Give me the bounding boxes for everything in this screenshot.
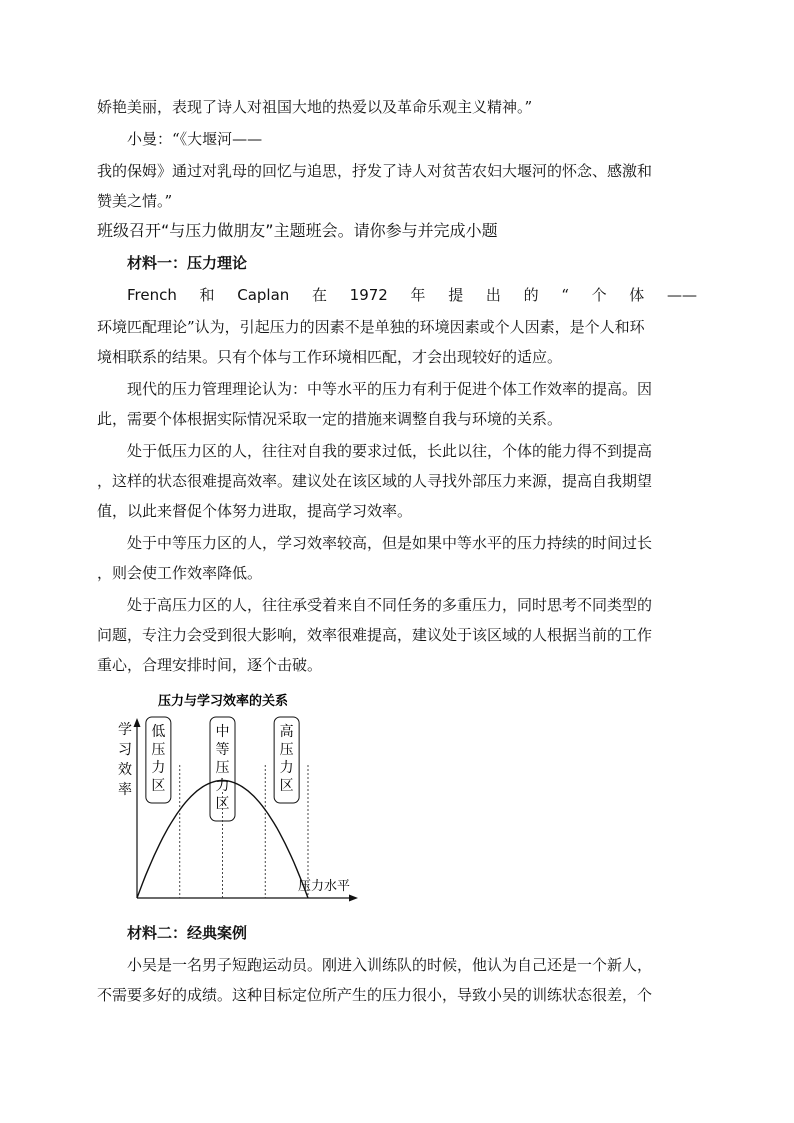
zone-label-char: 力 xyxy=(279,760,294,776)
text-line: 娇艳美丽，表现了诗人对祖国大地的热爱以及革命乐观主义精神。” xyxy=(97,98,533,116)
stress-efficiency-chart xyxy=(112,690,372,910)
y-axis-label-char: 率 xyxy=(118,782,132,798)
text-line: 处于低压力区的人，往往对自我的要求过低，长此以往，个体的能力得不到提高 xyxy=(127,442,653,460)
justified-word: —— xyxy=(666,286,697,304)
zone-label-char: 压 xyxy=(151,742,166,758)
text-line: 此，需要个体根据实际情况采取一定的措施来调整自我与环境的关系。 xyxy=(97,410,563,428)
x-axis-arrow xyxy=(349,895,358,902)
y-axis-label-char: 效 xyxy=(118,762,132,778)
y-axis-arrow xyxy=(134,718,141,727)
justified-word: 个 xyxy=(591,286,607,304)
justified-word: 的 xyxy=(523,286,539,304)
chart-svg xyxy=(112,690,372,910)
text-line: 处于高压力区的人，往往承受着来自不同任务的多重压力，同时思考不同类型的 xyxy=(127,596,653,614)
zone-label-char: 力 xyxy=(151,760,166,776)
zone-label-char: 中 xyxy=(215,724,230,740)
material-heading: 材料二：经典案例 xyxy=(127,924,248,942)
justified-row xyxy=(127,284,697,306)
text-line: 问题，专注力会受到很大影响，效率很难提高，建议处于该区域的人根据当前的工作 xyxy=(97,626,653,644)
zone-label-char: 等 xyxy=(215,742,230,758)
y-axis-label xyxy=(118,722,132,798)
text-line: 我的保姆》通过对乳母的回忆与追思，抒发了诗人对贫苦农妇大堰河的怀念、感激和 xyxy=(97,162,653,180)
zone-label-char: 区 xyxy=(215,796,230,812)
text-line: 小曼：“《大堰河—— xyxy=(127,130,263,148)
text-line: 环境匹配理论”认为，引起压力的因素不是单独的环境因素或个人因素，是个人和环 xyxy=(97,318,645,336)
y-axis-label-char: 习 xyxy=(118,742,132,758)
justified-word: 提 xyxy=(448,286,464,304)
section-intro: 班级召开“与压力做朋友”主题班会。请你参与并完成小题 xyxy=(97,221,498,240)
justified-word: 体 xyxy=(629,286,645,304)
text-line: 处于中等压力区的人，学习效率较高，但是如果中等水平的压力持续的时间过长 xyxy=(127,534,653,552)
zone-label-char: 低 xyxy=(151,724,166,740)
x-axis-label: 压力水平 xyxy=(298,879,351,894)
text-line: ，则会使工作效率降低。 xyxy=(97,564,263,582)
justified-word: “ xyxy=(561,286,569,304)
justified-word: 1972 xyxy=(349,286,388,304)
justified-word: 在 xyxy=(311,286,327,304)
zone-label-char: 区 xyxy=(279,778,294,794)
zone-label-char: 压 xyxy=(215,760,230,776)
text-line: 现代的压力管理理论认为：中等水平的压力有利于促进个体工作效率的提高。因 xyxy=(127,380,653,398)
zone-label-char: 区 xyxy=(151,778,166,794)
text-line: 值，以此来督促个体努力进取，提高学习效率。 xyxy=(97,502,413,520)
text-line: 小吴是一名男子短跑运动员。刚进入训练队的时候，他认为自己还是一个新人， xyxy=(127,956,653,974)
text-line-justified xyxy=(127,284,727,306)
justified-word: French xyxy=(127,286,177,304)
justified-word: 年 xyxy=(410,286,426,304)
justified-word: Caplan xyxy=(237,286,290,304)
zone-label-char: 压 xyxy=(279,742,294,758)
chart-title: 压力与学习效率的关系 xyxy=(158,694,289,709)
text-line: 不需要多好的成绩。这种目标定位所产生的压力很小，导致小吴的训练状态很差，个 xyxy=(97,986,653,1004)
text-line: ，这样的状态很难提高效率。建议处在该区域的人寻找外部压力来源，提高自我期望 xyxy=(97,472,653,490)
y-axis-label-char: 学 xyxy=(118,722,132,738)
text-line: 重心，合理安排时间，逐个击破。 xyxy=(97,656,323,674)
text-line: 境相联系的结果。只有个体与工作环境相匹配，才会出现较好的适应。 xyxy=(97,348,563,366)
zone-label-char: 力 xyxy=(215,778,230,794)
justified-word: 出 xyxy=(485,286,501,304)
material-heading: 材料一：压力理论 xyxy=(127,254,248,272)
zone-label-char: 高 xyxy=(279,724,294,740)
justified-word: 和 xyxy=(199,286,215,304)
text-line: 赞美之情。” xyxy=(97,192,173,210)
